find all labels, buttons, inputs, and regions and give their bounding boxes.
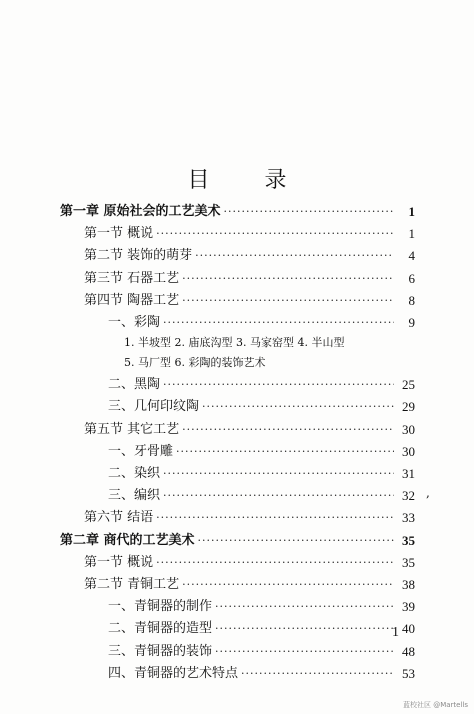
dot-leader xyxy=(224,204,394,220)
caitao-types-line-2: 5. 马厂型 6. 彩陶的装饰艺术 xyxy=(124,356,266,370)
toc-entry-label: 二、黑陶 xyxy=(108,377,161,393)
toc-entry-page: 32 xyxy=(402,488,415,504)
toc-entry-subsection xyxy=(108,395,415,415)
dot-leader xyxy=(215,621,394,637)
toc-entry-page: 33 xyxy=(402,510,415,526)
toc-entry-page: 9 xyxy=(408,315,415,330)
toc-entry-section xyxy=(84,289,415,309)
toc-entry-label: 一、牙骨雕 xyxy=(108,443,174,459)
toc-entry-label: 二、青铜器的造型 xyxy=(108,621,213,637)
toc-entry-label: 第五节 其它工艺 xyxy=(84,421,180,437)
toc-entry-subsection xyxy=(108,484,415,504)
watermark: 蓝校社区 @Martells xyxy=(402,701,468,709)
toc-entry-page: 30 xyxy=(402,443,415,459)
toc-entry-label: 第六节 结语 xyxy=(84,510,154,526)
toc-entry-page: 38 xyxy=(402,577,415,592)
dot-leader xyxy=(163,466,394,482)
toc-entry-label: 第二章 商代的工艺美术 xyxy=(60,532,195,548)
dot-leader xyxy=(195,248,394,264)
dot-leader xyxy=(176,444,394,460)
toc-entry-page: 25 xyxy=(402,377,415,393)
dot-leader xyxy=(182,271,394,287)
toc-entry-subsection xyxy=(108,617,415,637)
toc-entry-label: 三、几何印纹陶 xyxy=(108,399,200,415)
toc-entry-subsection xyxy=(108,595,415,615)
toc-entry-chapter-1 xyxy=(60,200,415,220)
toc-entry-section xyxy=(84,244,415,264)
dot-leader xyxy=(156,510,394,526)
toc-entry-label: 第一节 概说 xyxy=(84,226,154,242)
toc-entry-section xyxy=(84,418,415,438)
toc-entry-label: 一、彩陶 xyxy=(108,315,161,330)
dot-leader xyxy=(163,315,394,331)
toc-entry-label: 四、青铜器的艺术特点 xyxy=(108,665,239,681)
dot-leader xyxy=(182,422,394,438)
toc-entry-page: 35 xyxy=(402,554,415,570)
toc-entry-section xyxy=(84,222,415,242)
toc-entry-label: 二、染织 xyxy=(108,466,161,481)
toc-entry-page: 6 xyxy=(408,270,415,286)
toc-entry-section xyxy=(84,573,415,593)
dot-leader xyxy=(182,577,394,593)
dot-leader xyxy=(215,644,394,660)
toc-entry-label: 第一节 概说 xyxy=(84,554,154,570)
toc-entry-section xyxy=(84,267,415,287)
toc-entry-subsection xyxy=(108,640,415,660)
page-title: 目 录 xyxy=(187,168,311,193)
toc-entry-subsection xyxy=(108,662,415,682)
dot-leader xyxy=(241,666,394,682)
toc-entry-label: 第四节 陶器工艺 xyxy=(84,292,180,308)
toc-entry-subsection xyxy=(108,373,415,393)
toc-entry-page: 39 xyxy=(402,599,415,615)
toc-entry-page: 30 xyxy=(402,421,415,437)
toc-entry-section xyxy=(84,551,415,571)
toc-entry-page: 1 xyxy=(408,226,415,242)
toc-entry-subsection xyxy=(108,440,415,460)
dot-leader xyxy=(163,488,394,504)
toc-entry-page: 48 xyxy=(402,643,415,659)
toc-entry-label: 第二节 青铜工艺 xyxy=(84,577,180,592)
toc-entry-page: 31 xyxy=(402,466,415,481)
toc-entry-page: 4 xyxy=(408,248,415,264)
toc-entry-chapter-2 xyxy=(60,529,415,549)
toc-entry-label: 一、青铜器的制作 xyxy=(108,599,213,615)
dot-leader xyxy=(182,293,394,309)
toc-entry-subsection xyxy=(108,462,415,482)
page-number: 1 xyxy=(392,625,399,640)
toc-entry-label: 第三节 石器工艺 xyxy=(84,270,180,286)
dot-leader xyxy=(215,599,394,615)
dot-leader xyxy=(156,226,394,242)
caitao-types-line-1: 1. 半坡型 2. 庙底沟型 3. 马家窑型 4. 半山型 xyxy=(124,336,345,350)
toc-entry-page: 35 xyxy=(402,532,415,548)
toc-entry-page: 29 xyxy=(402,399,415,415)
dot-leader xyxy=(198,533,394,549)
dot-leader xyxy=(163,377,394,393)
toc-entry-label: 三、编织 xyxy=(108,488,161,504)
toc-entry-page: 53 xyxy=(402,665,415,681)
toc-entry-label: 第二节 装饰的萌芽 xyxy=(84,248,193,264)
dot-leader xyxy=(202,399,394,415)
toc-entry-page: 1 xyxy=(408,204,415,219)
toc-entry-page: 8 xyxy=(408,292,415,308)
toc-entry-page: 40 xyxy=(402,621,415,637)
toc-entry-section xyxy=(84,506,415,526)
stray-mark: , xyxy=(426,486,430,501)
toc-entry-subsection xyxy=(108,311,415,331)
toc-entry-label: 三、青铜器的装饰 xyxy=(108,643,213,659)
dot-leader xyxy=(156,555,394,571)
toc-entry-label: 第一章 原始社会的工艺美术 xyxy=(60,204,221,219)
